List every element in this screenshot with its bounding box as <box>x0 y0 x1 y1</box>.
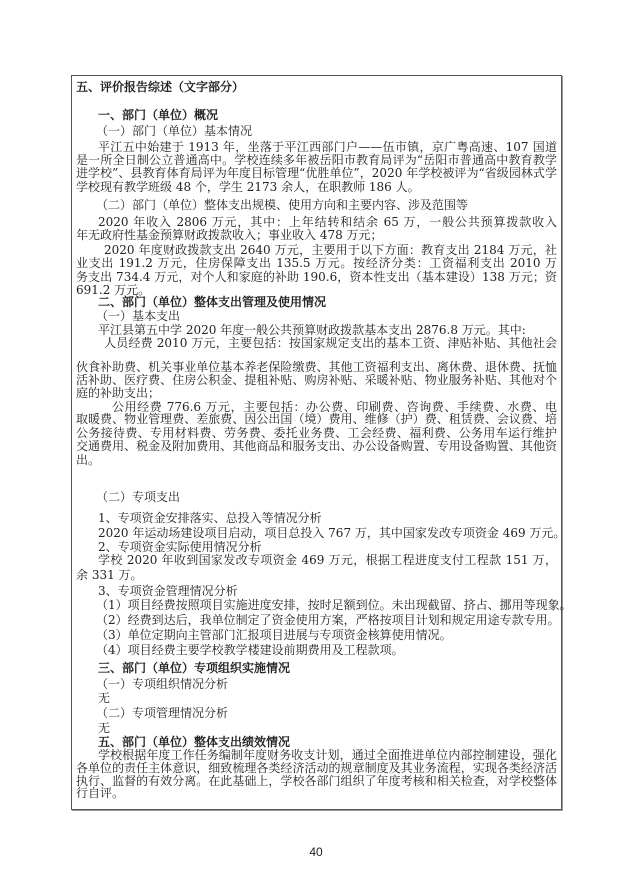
list-item: （4）项目经费主要学校教学楼建设前期费用及工程款项。 <box>96 643 404 657</box>
paragraph-line: 各单位的责任主体意识，细致梳理各类经济活动的规章制度及其业务流程，实现各类经济活 <box>76 761 557 775</box>
list-item: （2）经费到达后，我单位制定了资金使用方案，严格按项目计划和规定用途专款专用。 <box>96 613 560 627</box>
paragraph-line: 执行、监督的有效分离。在此基础上，学校各部门组织了年度考核和相关检查，对学校整体 <box>76 774 557 788</box>
list-item: （1）项目经费按照项目实施进度安排，按时足额到位。未出现截留、挤占、挪用等现象。 <box>96 598 572 612</box>
paragraph-line: 学校根据年度工作任务编制年度财务收支计划，通过全面推进单位内部控制建设，强化 <box>98 748 557 762</box>
heading-performance: 五、部门（单位）整体支出绩效情况 <box>98 735 291 749</box>
list-item: （3）单位定期向主管部门汇报项目进展与专项资金核算使用情况。 <box>96 628 452 642</box>
subheading: （一）专项组织情况分析 <box>96 677 229 691</box>
page-number: 40 <box>309 845 323 859</box>
heading-overview: 一、部门（单位）概况 <box>98 108 219 122</box>
paragraph-line: 2020 年度财政拨款支出 2640 万元，主要用于以下方面：教育支出 2184 万元，社 <box>104 243 557 257</box>
subheading: （二）部门（单位）整体支出规模、使用方向和主要内容、涉及范围等 <box>96 198 469 212</box>
paragraph-line: 平江县第五中学 2020 年度一般公共预算财政拨款基本支出 2876.8 万元。其中: <box>98 323 526 337</box>
paragraph-line: 出。 <box>76 453 101 467</box>
paragraph-line: 伙食补助费、机关事业单位基本养老保险缴费、其他工资福利支出、离休费、退休费、抚恤 <box>76 360 557 374</box>
paragraph-line: 691.2 万元。 <box>76 283 151 297</box>
paragraph-line: 余 331 万。 <box>76 568 143 582</box>
paragraph-line: 务支出 734.4 万元，对个人和家庭的补助 190.6，资本性支出（基本建设）138 万元；资 <box>76 270 557 284</box>
paragraph-line: 学校现有教学班级 48 个，学生 2173 余人，在职教师 186 人。 <box>76 180 420 194</box>
paragraph-line: 公务接待费、专用材料费、劳务费、委托业务费、工会经费、福利费、公务用车运行维护 <box>76 426 557 440</box>
paragraph-line: 平江五中始建于 1913 年，坐落于平江西部门户——伍市镇，京广粤高速、107 国道 <box>98 140 557 154</box>
paragraph-line: 无 <box>98 691 111 705</box>
subheading: （二）专项管理情况分析 <box>96 706 229 720</box>
paragraph-line: 活补助、医疗费、住房公积金、提租补贴、购房补贴、采暖补贴、物业服务补贴、其他对个 <box>76 373 557 387</box>
paragraph-line: 取暖费、物业管理费、差旅费、因公出国（境）费用、维修（护）费、租赁费、会议费、培 <box>76 412 557 426</box>
paragraph-line: 年无政府性基金预算财政拨款收入；事业收入 478 万元； <box>76 228 383 242</box>
paragraph-line: 2020 年运动场建设项目启动，项目总投入 767 万，其中国家发改专项资金 469 万元。 <box>98 526 566 540</box>
subheading: （一）部门（单位）基本情况 <box>96 124 253 138</box>
heading-special-projects: 三、部门（单位）专项组织实施情况 <box>98 661 291 675</box>
paragraph-line: 无 <box>98 721 111 735</box>
item-heading: 1、专项资金安排落实、总投入等情况分析 <box>98 511 322 525</box>
paragraph-line: 业支出 191.2 万元，住房保障支出 135.5 万元。按经济分类：工资福利支出 2010 万 <box>76 256 557 270</box>
paragraph-line: 行自评。 <box>76 786 125 800</box>
subheading: （二）专项支出 <box>96 490 181 504</box>
subheading: （一）基本支出 <box>96 309 181 323</box>
heading-expenditure: 二、部门（单位）整体支出管理及使用情况 <box>98 295 327 309</box>
paragraph-line: 公用经费 776.6 万元，主要包括：办公费、印刷费、咨询费、手续费、水费、电 <box>112 400 557 414</box>
item-heading: 2、专项资金实际使用情况分析 <box>98 540 262 554</box>
paragraph-line: 交通费用、税金及附加费用、其他商品和服务支出、办公设备购置、专用设备购置、其他资 <box>76 439 557 453</box>
item-heading: 3、专项资金管理情况分析 <box>98 584 238 598</box>
paragraph-line: 是一所全日制公立普通高中。学校连续多年被岳阳市教育局评为“岳阳市普通高中教育教学 <box>76 153 557 167</box>
paragraph-line: 学校 2020 年收到国家发改专项资金 469 万元，根据工程进度支付工程款 151 万， <box>98 553 557 567</box>
paragraph-line: 进学校”、县教育体育局评为年度目标管理“优胜单位”，2020 年学校被评为“省级园林式学 <box>76 166 557 180</box>
paragraph-line: 人员经费 2010 万元，主要包括：按国家规定支出的基本工资、津贴补贴、其他社会 <box>104 336 557 350</box>
paragraph-line: 2020 年收入 2806 万元，其中：上年结转和结余 65 万，一般公共预算拨款收入 <box>98 215 557 229</box>
section-title: 五、评价报告综述（文字部分） <box>76 80 245 94</box>
paragraph-line: 庭的补助支出； <box>76 386 161 400</box>
